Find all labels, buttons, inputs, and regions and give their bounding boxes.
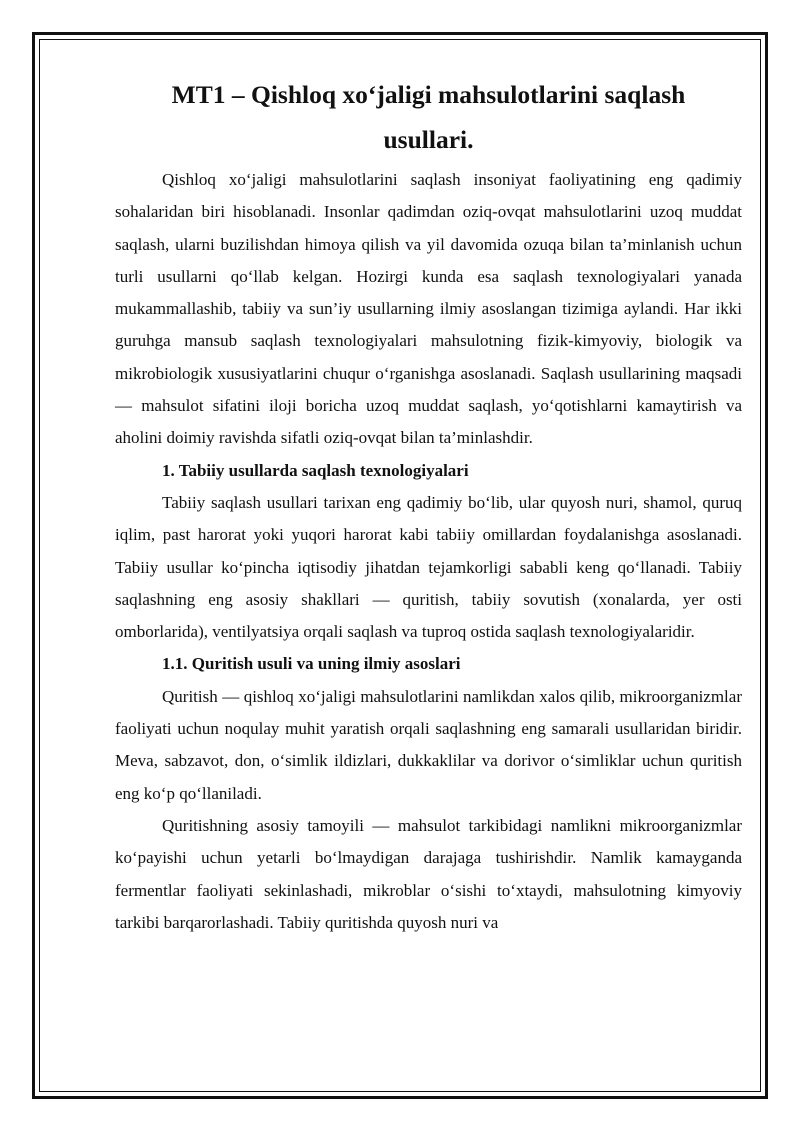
- document-body: [115, 72, 742, 939]
- paragraph-drying-principle: Quritishning asosiy tamoyili — mahsulot tarkibidagi namlikni mikroorganizmlar ko‘payishi uchun yetarli bo‘lmaydigan darajaga tushirishdir. Namlik kamayganda fermentlar faoliyati sekinlashadi, mikroblar o‘sishi to‘xtaydi, mahsulotning kimyoviy tarkibi barqarorlashadi. Tabiiy quritishda quyosh nuri va: [115, 815, 742, 932]
- paragraph-natural-methods: Tabiiy saqlash usullari tarixan eng qadimiy bo‘lib, ular quyosh nuri, shamol, quruq iqlim, past harorat yoki yuqori harorat kabi tabiiy omillardan foydalanishga asoslanadi. Tabiiy usullar ko‘pincha iqtisodiy jihatdan tejamkorligi sababli keng qo‘llanadi. Tabiiy saqlashning eng asosiy shakllari — quritish, tabiiy sovutish (xonalarda, yer osti omborlarida), ventilyatsiya orqali saqlash va tuproq ostida saqlash texnologiyalaridir.: [115, 492, 742, 642]
- document-title: MT1 – Qishloq xo‘jaligi mahsulotlarini saqlash usullari.: [171, 80, 686, 154]
- section-heading-1: 1. Tabiiy usullarda saqlash texnologiyalari: [162, 460, 469, 480]
- paragraph-drying-definition: Quritish — qishloq xo‘jaligi mahsulotlarini namlikdan xalos qilib, mikroorganizmlar faoliyati uchun noqulay muhit yaratish orqali saqlashning eng samarali usullaridan biridir. Meva, sabzavot, don, o‘simlik ildizlari, dukkaklilar va dorivor o‘simliklar uchun quritish eng ko‘p qo‘llaniladi.: [115, 686, 742, 803]
- section-heading-1-1: 1.1. Quritish usuli va uning ilmiy asoslari: [162, 654, 461, 674]
- paragraph-intro: Qishloq xo‘jaligi mahsulotlarini saqlash insoniyat faoliyatining eng qadimiy sohalaridan biri hisoblanadi. Insonlar qadimdan oziq-ovqat mahsulotlarini uzoq muddat saqlash, ularni buzilishdan himoya qilish va yil davomida ozuqa bilan ta’minlanish uchun turli usullarni qo‘llab kelgan. Hozirgi kunda esa saqlash texnologiyalari yanada mukammallashib, tabiiy va sun’iy usullarning ilmiy asoslangan tizimiga aylandi. Har ikki guruhga mansub saqlash texnologiyalari mahsulotning fizik-kimyoviy, biologik va mikrobiologik xususiyatlarini chuqur o‘rganishga asoslanadi. Saqlash usullarining maqsadi — mahsulot sifatini iloji boricha uzoq muddat saqlash, yo‘qotishlarni kamaytirish va aholini doimiy ravishda sifatli oziq-ovqat bilan ta’minlashdir.: [115, 170, 742, 448]
